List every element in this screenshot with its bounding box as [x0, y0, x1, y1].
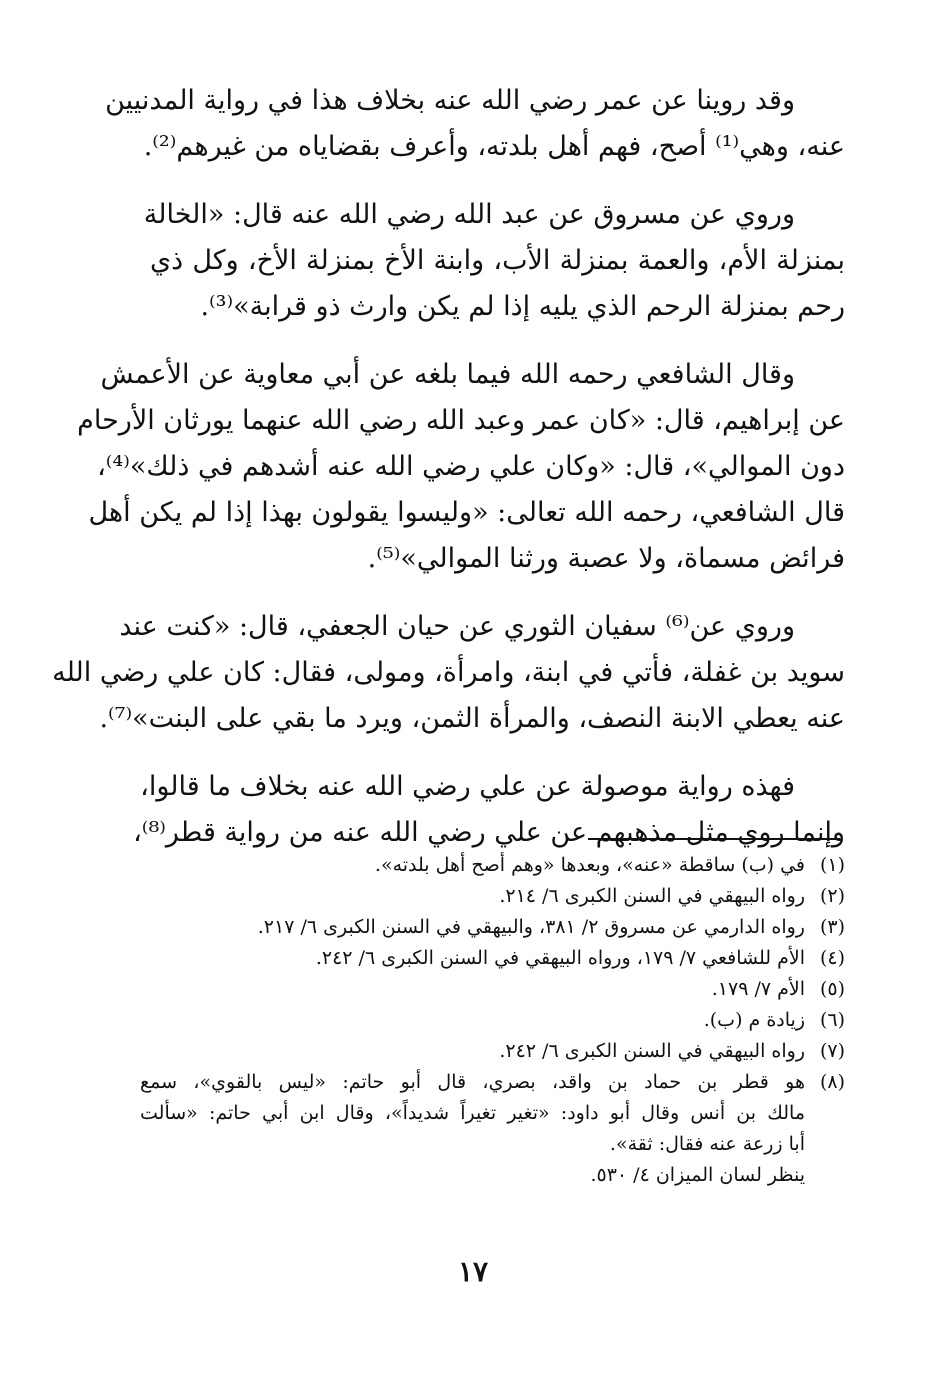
footnote-line: رواه الدارمي عن مسروق ٢/ ٣٨١، والبيهقي في السنن الكبرى ٦/ ٢١٧.: [257, 916, 805, 938]
text-line: وإنما روي مثل مذهبهم عن علي رضي الله عنه من رواية قطر⁽⁸⁾،: [133, 817, 845, 848]
paragraph: [52, 604, 845, 742]
footnote-line: مالك بن أنس وقال أبو داود: «تغير تغيراً شديداً»، وقال ابن أبي حاتم: «سألت: [140, 1102, 805, 1124]
footnote-number: (٧): [819, 1040, 845, 1062]
footnote-line: في (ب) ساقطة «عنه»، وبعدها «وهم أصح أهل بلدته».: [374, 854, 805, 876]
footnote-line: الأم للشافعي ٧/ ١٧٩، ورواه البيهقي في السنن الكبرى ٦/ ٢٤٢.: [315, 947, 805, 969]
footnote-text: [140, 1067, 805, 1191]
footnote-text: [140, 943, 805, 974]
text-line: بمنزلة الأم، والعمة بمنزلة الأب، وابنة الأخ بمنزلة الأخ، وكل ذي: [150, 245, 845, 276]
footnote-line: زيادة م (ب).: [703, 1009, 805, 1031]
footnote-text: [140, 850, 805, 881]
text-line: دون الموالي»، قال: «وكان علي رضي الله عنه أشدهم في ذلك»⁽⁴⁾،: [97, 451, 845, 482]
footnote-text: [140, 912, 805, 943]
text-line: سويد بن غفلة، فأتي في ابنة، وامرأة، ومولى، فقال: كان علي رضي الله: [52, 657, 845, 688]
footnote-number: (٥): [819, 978, 845, 1000]
footnote-number: (٨): [819, 1071, 845, 1093]
text-line: عن إبراهيم، قال: «كان عمر وعبد الله رضي الله عنهما يورثان الأرحام: [77, 405, 845, 436]
main-text: [52, 78, 845, 878]
text-line: فرائض مسماة، ولا عصبة ورثنا الموالي»⁽⁵⁾.: [367, 543, 845, 574]
footnote: [140, 943, 845, 974]
footnote: [140, 881, 845, 912]
text-line: عنه، وهي⁽¹⁾ أصح، فهم أهل بلدته، وأعرف بقضاياه من غيرهم⁽²⁾.: [143, 131, 845, 162]
paragraph: [105, 78, 845, 170]
footnote-text: [140, 1036, 805, 1067]
footnote-line: أبا زرعة عنه فقال: ثقة».: [609, 1133, 805, 1155]
footnote: [140, 1005, 845, 1036]
footnote-text: [140, 1005, 805, 1036]
text-line: فهذه رواية موصولة عن علي رضي الله عنه بخلاف ما قالوا،: [140, 771, 795, 802]
text-line: رحم بمنزلة الرحم الذي يليه إذا لم يكن وارث ذو قرابة»⁽³⁾.: [200, 291, 845, 322]
footnote-text: [140, 974, 805, 1005]
text-line: وروي عن⁽⁶⁾ سفيان الثوري عن حيان الجعفي، قال: «كنت عند: [119, 611, 795, 642]
footnote: [140, 1036, 845, 1067]
footnote-number: (٤): [819, 947, 845, 969]
footnote-text: [140, 881, 805, 912]
footnote-number: (٣): [819, 916, 845, 938]
footnote-number: (٦): [819, 1009, 845, 1031]
text-line: وروي عن مسروق عن عبد الله رضي الله عنه قال: «الخالة: [143, 199, 795, 230]
footnote: [140, 912, 845, 943]
footnote-line: رواه البيهقي في السنن الكبرى ٦/ ٢١٤.: [499, 885, 805, 907]
text-line: قال الشافعي، رحمه الله تعالى: «وليسوا يقولون بهذا إذا لم يكن أهل: [88, 497, 845, 528]
footnote-line: هو قطر بن حماد بن واقد، بصري، قال أبو حاتم: «ليس بالقوي»، سمع: [140, 1071, 805, 1093]
footnotes: [140, 850, 845, 1191]
footnote: [140, 850, 845, 881]
footnote-line: رواه البيهقي في السنن الكبرى ٦/ ٢٤٢.: [499, 1040, 805, 1062]
footnote: [140, 974, 845, 1005]
footnote-number: (٢): [819, 885, 845, 907]
footnote-line: الأم ٧/ ١٧٩.: [711, 978, 805, 1000]
page-number: ١٧: [457, 1255, 489, 1288]
text-line: وقال الشافعي رحمه الله فيما بلغه عن أبي معاوية عن الأعمش: [100, 359, 795, 390]
footnote-line: ينظر لسان الميزان ٤/ ٥٣٠.: [590, 1164, 805, 1186]
footnote-number: (١): [819, 854, 845, 876]
paragraph: [143, 192, 845, 330]
footnote-separator: [588, 838, 840, 840]
paragraph: [77, 352, 845, 582]
paragraph: [133, 764, 845, 856]
text-line: عنه يعطي الابنة النصف، والمرأة الثمن، ويرد ما بقي على البنت»⁽⁷⁾.: [99, 703, 845, 734]
text-line: وقد روينا عن عمر رضي الله عنه بخلاف هذا في رواية المدنيين: [105, 85, 795, 116]
footnote: [140, 1067, 845, 1191]
